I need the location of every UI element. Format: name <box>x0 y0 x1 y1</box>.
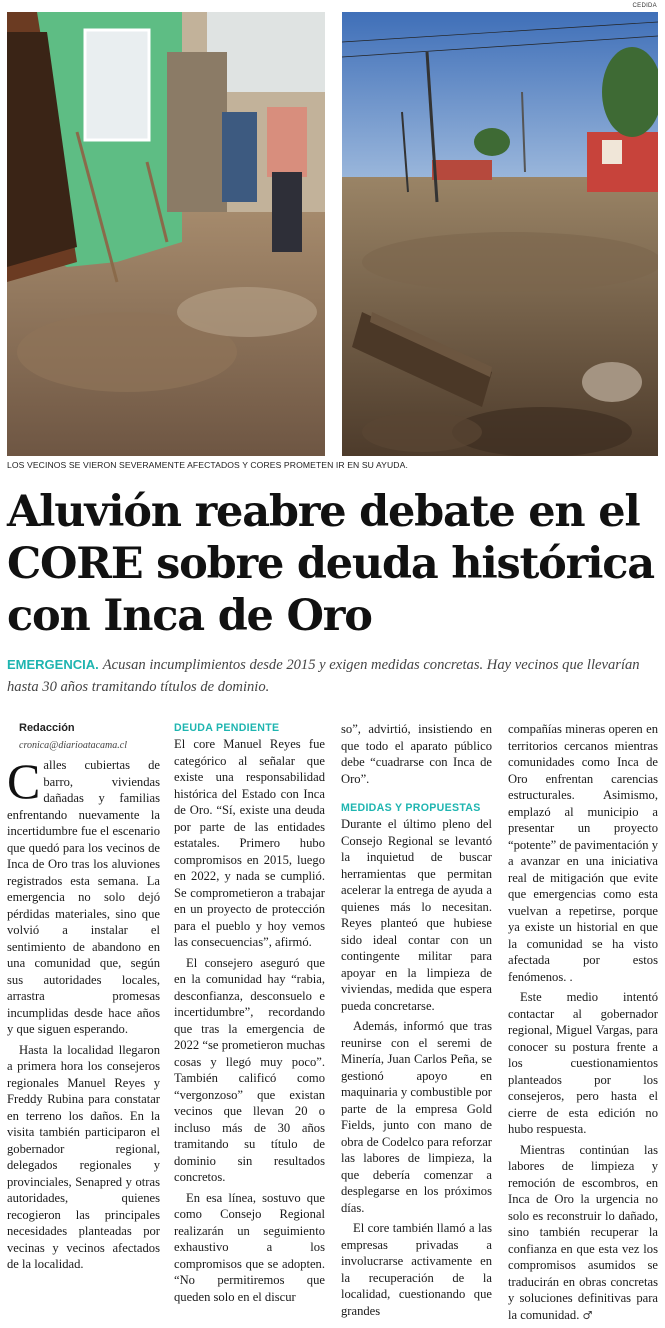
article-column-1 <box>7 721 160 1277</box>
paragraph-10-text: Mientras continúan las labores de limpieza y remoción de escombros, en Inca de Oro la urgencia no solo es reconstruir lo dañado, sino también recuperar la confianza en que esta vez los compromisos asumidos se traducirán en obras concretas y soluciones definitivas para la comunidad. <box>508 1142 658 1322</box>
paragraph-10 <box>508 1142 658 1325</box>
deck <box>7 654 662 698</box>
article-column-4 <box>508 721 658 1328</box>
byline-email: cronica@diarioatacama.cl <box>19 740 127 751</box>
paragraph-7: Además, informó que tras reunirse con el seremi de Minería, Juan Carlos Peña, se gestionó apoyo en maquinaria y combustible por parte de la empresa Gold Fields, junto con mano de obra de Codelco para reforzar las labores de limpieza, la que debería comenzar a desplegarse en los próximos días. <box>341 1019 492 1215</box>
photo-credit: CEDIDA <box>632 3 657 9</box>
paragraph-3: El core Manuel Reyes fue categórico al señalar que existe una responsabilidad histórica del Estado con Inca de Oro. “Sí, existe una deuda por parte de las entidades estatales. Primero hubo compromisos en 2015, luego en 2022, y nada se cumplió. Se comprometieron a trabajar en un proyecto de protección para el pueblo y hoy vemos las consecuencias”, afirmó. <box>174 737 325 949</box>
photo-caption: LOS VECINOS SE VIERON SEVERAMENTE AFECTADOS Y CORES PROMETEN IR EN SU AYUDA. <box>7 460 408 470</box>
photo-flooded-house-image <box>7 12 325 456</box>
subhead-medidas-propuestas: MEDIDAS Y PROPUESTAS <box>341 802 481 814</box>
deck-text: Acusan incumplimientos desde 2015 y exigen medidas concretas. Hay vecinos que llevarían hasta 30 años tramitando títulos de dominio. <box>7 657 640 695</box>
paragraph-5: En esa línea, sostuvo que como Consejo Regional realizarán un seguimiento exhaustivo a los compromisos que se adopten. “No permitiremos que queden solo en el discur <box>174 1190 325 1304</box>
paragraph-2: Hasta la localidad llegaron a primera hora los consejeros regionales Manuel Reyes y Freddy Rubina para constatar en terreno los daños. En la visita también participaron el gobernador regional, delegados regionales y provinciales, Senapred y otras autoridades, quienes recogieron las principales necesidades planteadas por vecinas y vecinos afectados de la localidad. <box>7 1042 160 1271</box>
paragraph-8: El core también llamó a las empresas privadas a involucrarse activamente en la recuperación de la localidad, cuestionando que grandes <box>341 1221 492 1318</box>
paragraph-6: Durante el último pleno del Consejo Regional se levantó la inquietud de buscar herramientas que permitan acelerar la entrega de ayuda a quienes más lo necesitan. Reyes planteó que hubiese sido ideal contar con un contingente militar para apoyar en la limpieza de viviendas, medida que espera pueda concretarse. <box>341 817 492 1013</box>
photo-flooded-house <box>7 12 325 456</box>
paragraph-5-continued: so”, advirtió, insistiendo en que todo el aparato público debe “cuadrarse con Inca de Oro”. <box>341 722 492 786</box>
headline: Aluvión reabre debate en el CORE sobre deuda histórica con Inca de Oro <box>7 487 654 641</box>
paragraph-1 <box>7 753 160 1038</box>
photo-debris-field-image <box>342 12 658 456</box>
drop-cap: C <box>7 753 41 809</box>
article-column-3 <box>341 721 492 1323</box>
article-column-2 <box>174 721 325 1309</box>
paragraph-9: Este medio intentó contactar al gobernador regional, Miguel Vargas, para conocer su postura frente a los cuestionamientos planteados por los consejeros, pero hasta el cierre de esta edición no hubo respuesta. <box>508 990 658 1136</box>
deck-kicker: EMERGENCIA. <box>7 657 99 672</box>
byline-author: Redacción <box>19 722 75 734</box>
paragraph-1-text: alles cubiertas de barro, viviendas dañadas y familias enfrentando nuevamente la incertidumbre fue el escenario que quedó para los vecinos de Inca de Oro tras los aluviones registrados esta semana. La emergencia no solo dejó pérdidas materiales, sino que volvió a instalar el sentimiento de abandono en una comunidad que, según sus autoridades locales, arrastra promesas incumplidas desde hace años y que siguen esperando. <box>7 758 160 1036</box>
photo-debris-field <box>342 12 658 456</box>
paragraph-8-continued: compañías mineras operen en territorios cercanos mientras comunidades como Inca de Oro enfrentan carencias estructurales. Asimismo, emplazó al municipio a presentar un proyecto “potente” de pavimentación y a avanzar en una iniciativa real de mitigación que evite que emergencias como esta vuelvan a repetirse, porque ya existe un historial en que la comunidad se ha visto afectada por estos fenómenos. . <box>508 722 659 984</box>
subhead-deuda-pendiente: DEUDA PENDIENTE <box>174 722 280 734</box>
end-mark-icon: ♂ <box>582 1308 593 1322</box>
paragraph-4: El consejero aseguró que en la comunidad hay “rabia, desconfianza, desconsuelo e incertidumbre”, recordando que tras la emergencia de 2022 “se prometieron muchas cosas y llegó muy poco”. También calificó como “vergonzoso” que existan vecinos que llevan 20 o incluso más de 30 años tramitando su título de dominio sin resultados concretos. <box>174 955 325 1184</box>
